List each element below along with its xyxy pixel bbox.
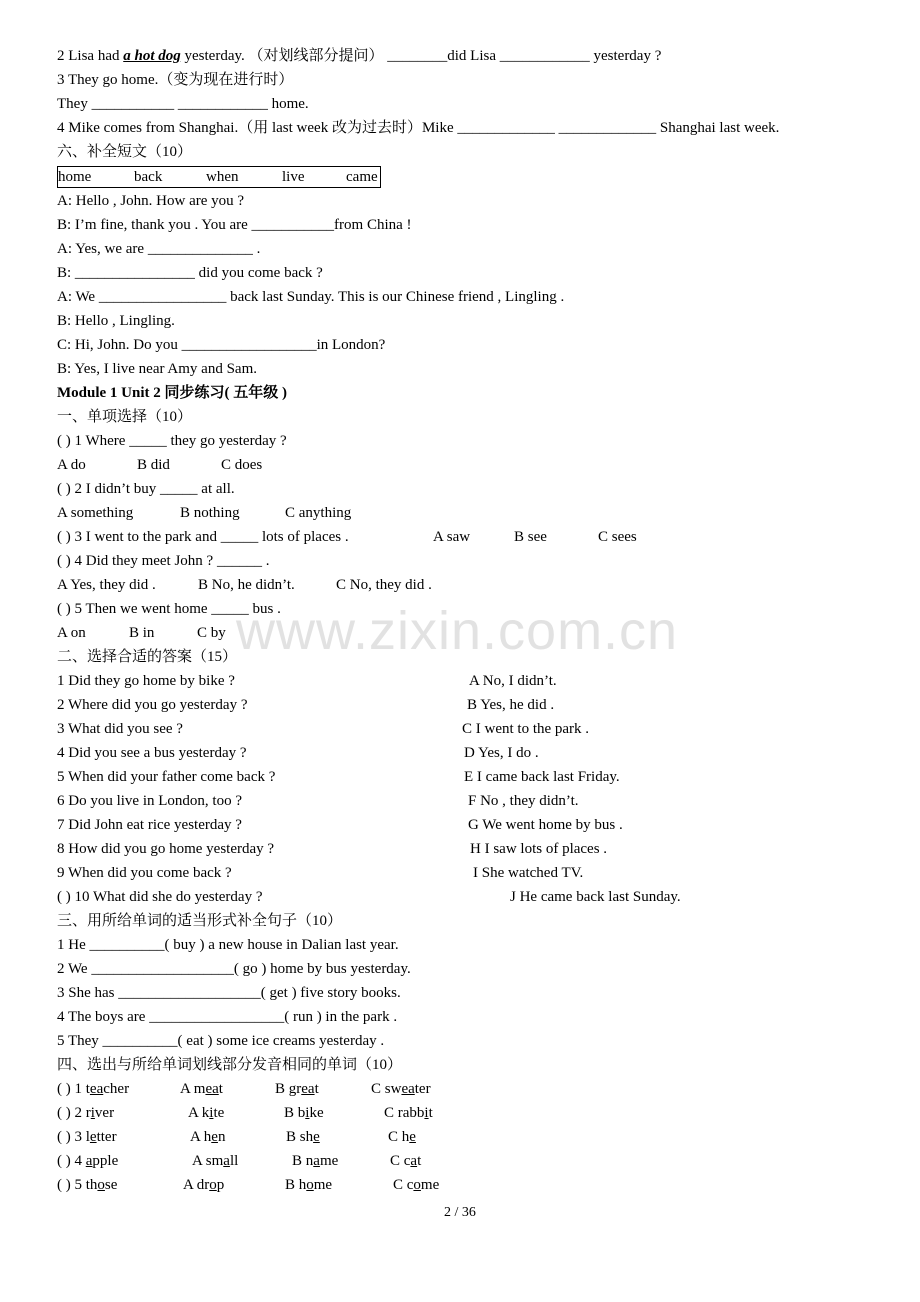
option-c: C anything [285,505,352,521]
match-row [57,837,857,861]
option-c: C sees [598,529,637,545]
phonics-row [57,1101,477,1125]
option-a: A Yes, they did . [57,577,156,593]
option-a: A saw [433,529,471,545]
phonics-word: ( ) 2 river [57,1105,115,1121]
match-question: 5 When did your father come back ? [57,769,276,785]
page-number: 2 / 36 [444,1205,476,1220]
word-bank-item: came [346,169,378,185]
word-bank-item: home [58,169,92,185]
match-question: 7 Did John eat rice yesterday ? [57,817,242,833]
dialogue-line: B: Hello , Lingling. [57,313,175,329]
mc-options [57,501,457,525]
q2-prefix: 2 Lisa had [57,48,124,64]
mc-question: ( ) 4 Did they meet John ? ______ . [57,553,270,569]
phonics-word: ( ) 1 teacher [57,1081,130,1097]
option-c: C cat [390,1153,422,1169]
option-b: B No, he didn’t. [198,577,295,593]
phonics-row [57,1149,477,1173]
mc-question: ( ) 5 Then we went home _____ bus . [57,601,281,617]
phonics-row [57,1173,477,1197]
rewrite-q3-answer: They ___________ ____________ home. [57,96,309,112]
match-row [57,885,857,909]
part4-title: 四、选出与所给单词划线部分发音相同的单词（10） [57,1057,403,1073]
section6-title: 六、补全短文（10） [57,144,193,160]
dialogue-line: B: ________________ did you come back ? [57,265,323,281]
match-answer: H I saw lots of places . [470,841,608,857]
fill-sentence: 5 They __________( eat ) some ice creams yesterday . [57,1033,385,1049]
part2-title: 二、选择合适的答案（15） [57,649,238,665]
option-c: C come [393,1177,440,1193]
watermark-text: www.zixin.com.cn [236,601,679,661]
option-c: C he [388,1129,416,1145]
option-a: A kite [188,1105,225,1121]
option-a: A do [57,457,86,473]
phonics-row [57,1125,477,1149]
dialogue-line: B: I’m fine, thank you . You are ___________from China ! [57,217,412,233]
fill-sentence: 1 He __________( buy ) a new house in Dalian last year. [57,937,399,953]
match-question: 4 Did you see a bus yesterday ? [57,745,247,761]
dialogue-line: A: We _________________ back last Sunday. This is our Chinese friend , Lingling . [57,289,565,305]
match-row [57,861,857,885]
option-c: C rabbit [384,1105,433,1121]
match-answer: G We went home by bus . [468,817,623,833]
dialogue-line: C: Hi, John. Do you __________________in London? [57,337,386,353]
mc-question: ( ) 2 I didn’t buy _____ at all. [57,481,235,497]
q2-underlined-phrase: a hot dog [123,48,181,64]
phonics-word: ( ) 5 those [57,1177,118,1193]
match-answer: B Yes, he did . [467,697,555,713]
word-bank-item: back [134,169,163,185]
option-c: C sweater [371,1081,431,1097]
match-row [57,669,857,693]
mc-question-inline [57,525,677,549]
phonics-word: ( ) 3 letter [57,1129,117,1145]
match-row [57,717,857,741]
phonics-word: ( ) 4 apple [57,1153,119,1169]
rewrite-q2 [57,44,661,68]
match-row [57,741,857,765]
module-title: Module 1 Unit 2 同步练习( 五年级 ) [57,385,287,401]
dialogue-line: A: Yes, we are ______________ . [57,241,261,257]
match-answer: A No, I didn’t. [469,673,557,689]
dialogue-line: A: Hello , John. How are you ? [57,193,245,209]
phonics-row [57,1077,477,1101]
match-answer: C I went to the park . [462,721,590,737]
fill-sentence: 2 We ___________________( go ) home by bus yesterday. [57,961,411,977]
option-c: C does [221,457,263,473]
part1-title: 一、单项选择（10） [57,409,193,425]
mc-question: ( ) 1 Where _____ they go yesterday ? [57,433,287,449]
rewrite-q4: 4 Mike comes from Shanghai.（用 last week 改为过去时）Mike _____________ _____________ Shanghai last week. [57,120,780,136]
match-answer: D Yes, I do . [464,745,539,761]
mc-options [57,453,457,477]
match-question: ( ) 10 What did she do yesterday ? [57,889,263,905]
match-row [57,813,857,837]
option-b: B bike [284,1105,324,1121]
option-a: A on [57,625,86,641]
word-bank-item: when [206,169,239,185]
option-b: B she [286,1129,320,1145]
match-question: 8 How did you go home yesterday ? [57,841,275,857]
word-bank-item: live [282,169,305,185]
match-answer: J He came back last Sunday. [510,889,681,905]
option-a: A meat [180,1081,223,1097]
rewrite-q3: 3 They go home.（变为现在进行时） [57,72,294,88]
match-answer: E I came back last Friday. [464,769,620,785]
part3-title: 三、用所给单词的适当形式补全句子（10） [57,913,343,929]
mc-options [57,573,477,597]
match-row [57,693,857,717]
option-c: C No, they did . [336,577,432,593]
match-answer: I She watched TV. [473,865,584,881]
option-b: B nothing [180,505,240,521]
word-bank-box [57,166,381,188]
fill-sentence: 4 The boys are __________________( run ) in the park . [57,1009,398,1025]
option-b: B great [275,1081,319,1097]
mc-question: ( ) 3 I went to the park and _____ lots of places . [57,529,349,545]
match-row [57,789,857,813]
option-b: B did [137,457,170,473]
dialogue-line: B: Yes, I live near Amy and Sam. [57,361,257,377]
option-b: B name [292,1153,339,1169]
match-question: 1 Did they go home by bike ? [57,673,235,689]
option-a: A hen [190,1129,226,1145]
match-answer: F No , they didn’t. [468,793,579,809]
option-b: B in [129,625,155,641]
option-b: B see [514,529,547,545]
option-a: A something [57,505,134,521]
option-a: A drop [183,1177,225,1193]
fill-sentence: 3 She has ___________________( get ) five story books. [57,985,401,1001]
q2-suffix: yesterday. （对划线部分提问） ________did Lisa ____________ yesterday ? [180,48,662,64]
option-b: B home [285,1177,333,1193]
option-a: A small [192,1153,239,1169]
match-question: 9 When did you come back ? [57,865,232,881]
match-question: 3 What did you see ? [57,721,183,737]
option-c: C by [197,625,226,641]
match-question: 2 Where did you go yesterday ? [57,697,248,713]
match-row [57,765,857,789]
match-question: 6 Do you live in London, too ? [57,793,242,809]
